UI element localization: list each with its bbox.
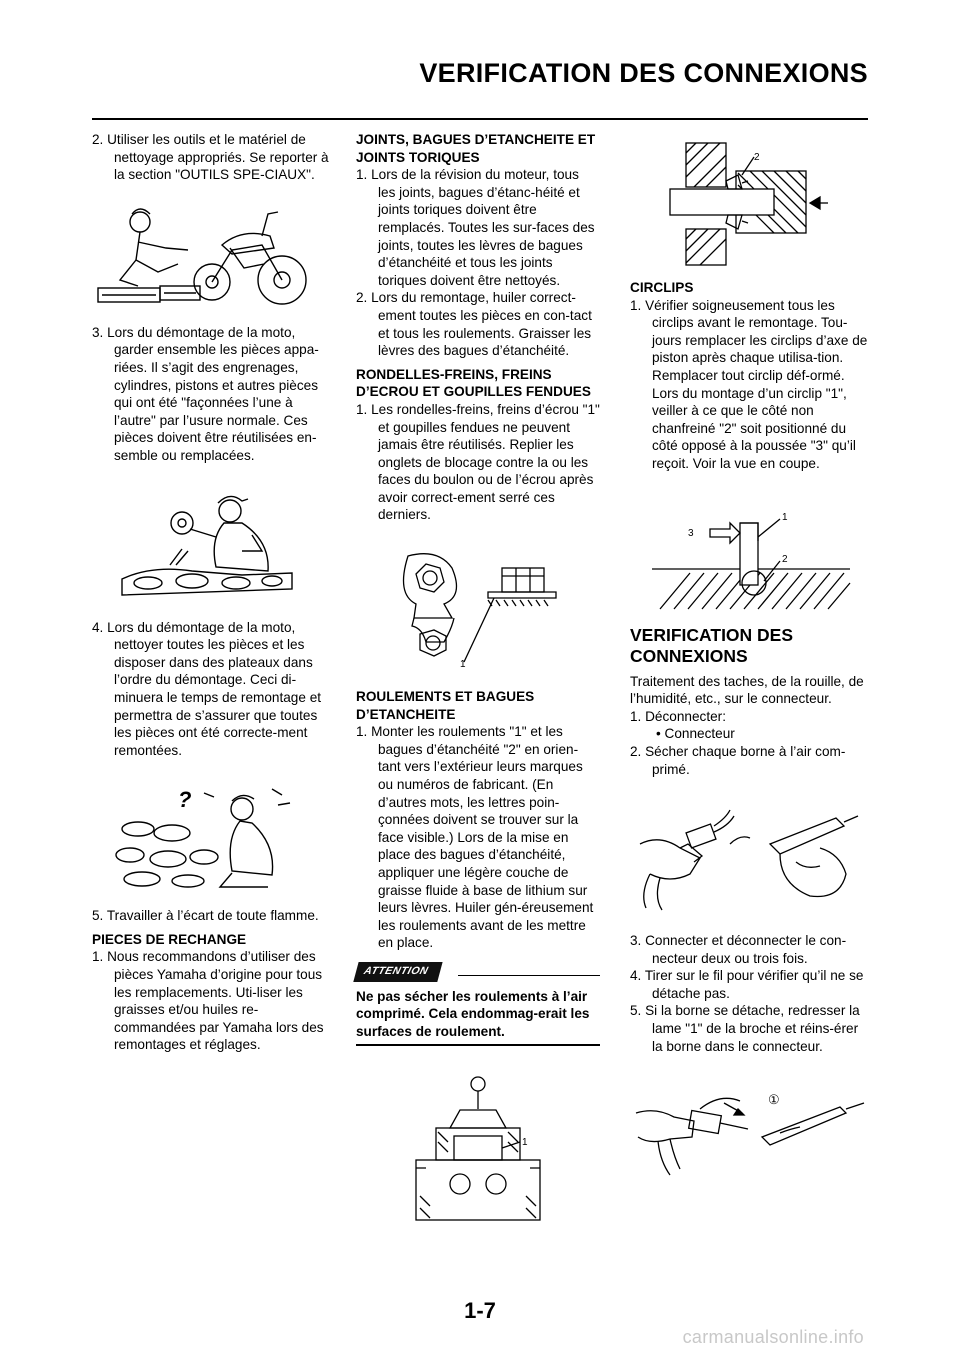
figure-label: 3 [688, 527, 694, 539]
list-item: 2. Sécher chaque borne à l’air com-primé. [630, 743, 846, 777]
list-item: 1. Lors de la révision du moteur, tous les joints, bagues d’étanc-héité et joints toriques doivent être remplacés. Toutes les sur-faces des joints, toutes les lèvres de bagues d’étanchéité et tous les joints toriques doivent être nettoyés. [356, 167, 595, 288]
column-3 [630, 131, 868, 1183]
section-heading: ROULEMENTS ET BAGUES D’ETANCHEITE [356, 689, 535, 722]
page-number: 1-7 [464, 1298, 496, 1323]
oil-seal-illustration [630, 135, 868, 273]
figure-label: ① [768, 1092, 780, 1108]
column-2 [356, 131, 600, 1232]
page-header-title: VERIFICATION DES CONNEXIONS [419, 58, 868, 88]
bearing-figure [356, 1072, 600, 1232]
paragraph: Traitement des taches, de la rouille, de l’humidité, etc., sur le connecteur. [630, 673, 864, 707]
section-heading: PIECES DE RECHANGE [92, 931, 247, 947]
terminal-pin-figure [630, 1083, 868, 1183]
attention-text: Ne pas sécher les roulements à l’air comprimé. Cela endommag-erait les surfaces de roulement. [356, 988, 590, 1039]
figure-label: 1 [782, 511, 788, 523]
header-rule [92, 118, 868, 120]
list-item: 1. Déconnecter: [630, 708, 726, 724]
column-1 [92, 131, 332, 1054]
lock-washer-figure [356, 538, 600, 678]
figure-label: 1 [460, 659, 466, 671]
figure-label: 2 [754, 152, 760, 163]
lock-washer-illustration [356, 538, 600, 678]
list-item: 4. Lors du démontage de la moto, nettoyer toutes les pièces et les disposer dans des plateaux dans l’ordre du démontage. Ceci di-minuera le temps de remontage et permettra de s’assurer que toutes les pièces ont été correcte-ment remontées. [92, 619, 322, 758]
list-item: 4. Tirer sur le fil pour vérifier qu’il ne se détache pas. [630, 968, 864, 1001]
attention-bottom-rule [356, 1044, 600, 1046]
mechanic-with-motorcycle-illustration [92, 190, 332, 316]
bearing-press-illustration [356, 1072, 600, 1232]
section-heading: RONDELLES-FREINS, FREINS D’ECROU ET GOUPILLES FENDUES [356, 366, 591, 400]
mechanic-inspecting-parts-illustration [92, 479, 332, 607]
section-heading: JOINTS, BAGUES D’ETANCHEITE ET JOINTS TORIQUES [356, 132, 596, 165]
svg-text:?: ? [178, 787, 192, 813]
list-item: 1. Vérifier soigneusement tous les circlips avant le remontage. Tou-jours remplacer les circlips d’axe de piston après chaque utilisa-tion. Remplacer tout circlip déf-ormé. Lors du montage d’un circlip "1", veiller à ce que le côté non chanfreiné "2" soit positionné du côté opposé à la poussée "3" qu’il reçoit. Voir la vue en coupe. [630, 297, 868, 471]
list-item: 2. Utiliser les outils et le matériel de nettoyage appropriés. Se reporter à la section "OUTILS SPE-CIAUX". [92, 132, 329, 183]
figure-label: 1 [522, 1137, 528, 1149]
list-item: 5. Travailler à l’écart de toute flamme. [92, 908, 319, 924]
list-item: 1. Nous recommandons d’utiliser des pièces Yamaha d’origine pour tous les remplacements. Uti-liser les graisses et/ou huiles re-commandées par Yamaha lors des remontages et réglages. [92, 949, 324, 1053]
list-item: 1. Monter les roulements "1" et les bagues d’étanchéité "2" en orien-tant vers l’extérieur leurs marques ou numéros de fabricant. (En d’autres mots, les lettres poin-çonnées doivent se trouver sur la face visible.) Lors de la mise en place des bagues d’étanchéité, appliquer une légère couche de graisse fluide à base de lithium sur leurs lèvres. Huiler gén-éreusement les roulements avant de les mettre en place. [356, 724, 594, 951]
mechanic-sorting-parts-illustration [92, 775, 332, 895]
section-title: VERIFICATION DES CONNEXIONS [630, 624, 794, 666]
circlip-section-illustration [630, 493, 868, 613]
watermark: carmanualsonline.info [682, 1327, 864, 1347]
list-item: 3. Lors du démontage de la moto, garder ensemble les pièces appa-riées. Il s’agit des engrenages, cylindres, pistons et autres pièces qui ont été "façonnées l’une à l’autre" par l’usure normale. Ces pièces doivent être réutilisées en-semble ou remplacées. [92, 324, 319, 463]
attention-rule [458, 975, 600, 976]
attention-box [356, 962, 600, 1046]
list-item: 5. Si la borne se détache, redresser la lame "1" de la broche et réins-érer la borne dans le connecteur. [630, 1003, 860, 1054]
oil-seal-figure [630, 135, 868, 273]
list-item: 1. Les rondelles-freins, freins d’écrou "1" et goupilles fendues ne peuvent jamais être réutilisés. Replier les onglets de blocage contre la ou les faces du boulon ou de l’écrou après avoir correct-ement serré ces derniers. [356, 401, 600, 523]
list-item: 3. Connecter et déconnecter le con-necteur deux ou trois fois. [630, 933, 847, 966]
terminal-pin-illustration [630, 1083, 868, 1183]
section-heading: CIRCLIPS [630, 280, 694, 295]
bullet-item: • Connecteur [656, 726, 735, 742]
list-item: 2. Lors du remontage, huiler correct-ement toutes les pièces en con-tact et tous les roulements. Graisser les lèvres des bagues d’étanchéité. [356, 290, 592, 359]
attention-label: ATTENTION [353, 962, 442, 982]
connector-drying-illustration [630, 804, 868, 914]
circlip-figure [630, 493, 868, 613]
figure-label: 2 [782, 553, 788, 565]
